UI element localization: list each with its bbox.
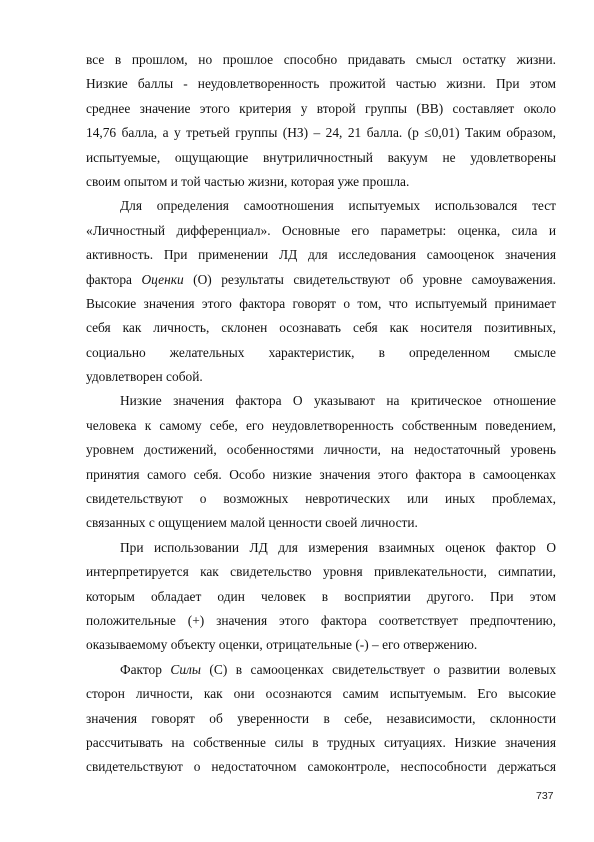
text-line: себя как личность, склонен осознавать себя как носителя позитивных, xyxy=(86,320,556,336)
document-page xyxy=(86,48,556,780)
text-line: При использовании ЛД для измерения взаимных оценок фактор О xyxy=(120,539,556,555)
text-segment: фактора xyxy=(86,271,142,287)
text-line: испытуемые, ощущающие внутриличностный вакуум не удовлетворены xyxy=(86,149,556,165)
text-line: среднее значение этого критерия у второй группы (ВВ) составляет около xyxy=(86,100,556,116)
text-line: значения говорят об уверенности в себе, независимости, склонности xyxy=(86,710,556,726)
text-line: Для определения самоотношения испытуемых использовался тест xyxy=(120,198,556,214)
text-line: уровнем достижений, особенностями личности, на недостаточный уровень xyxy=(86,442,556,458)
italic-term: Оценки xyxy=(141,271,184,287)
text-line: своим опытом и той частью жизни, которая уже прошла. xyxy=(86,173,410,189)
text-line: человека к самому себе, его неудовлетворенность собственным поведением, xyxy=(86,417,556,433)
text-line: принятия самого себя. Особо низкие значения этого фактора в самооценках xyxy=(86,466,556,482)
text-line: оказываемому объекту оценки, отрицательные (-) – его отвержению. xyxy=(86,637,478,653)
text-line: Низкие значения фактора О указывают на критическое отношение xyxy=(120,393,556,409)
text-line: которым обладает один человек в восприятии другого. При этом xyxy=(86,588,556,604)
text-line: Низкие баллы - неудовлетворенность прожитой частью жизни. При этом xyxy=(86,76,556,92)
text-line: свидетельствуют о возможных невротических или иных проблемах, xyxy=(86,491,556,507)
text-line xyxy=(86,658,556,682)
text-line: социально желательных характеристик, в определенном смысле xyxy=(86,344,556,360)
text-line xyxy=(86,268,556,292)
page-number: 737 xyxy=(536,790,554,802)
text-line: рассчитывать на собственные силы в трудных ситуациях. Низкие значения xyxy=(86,734,556,750)
text-segment: (С) в самооценках свидетельствует о развитии волевых xyxy=(200,661,557,677)
text-line: сторон личности, как они осознаются самим испытуемым. Его высокие xyxy=(86,686,556,702)
text-line: все в прошлом, но прошлое способно придавать смысл остатку жизни. xyxy=(86,52,556,67)
text-segment: (О) результаты свидетельствуют об уровне самоуважения. xyxy=(183,271,556,287)
text-line: 14,76 балла, а у третьей группы (НЗ) – 24, 21 балла. (р ≤0,01) Таким образом, xyxy=(86,125,556,141)
text-line: интерпретируется как свидетельство уровня привлекательности, симпатии, xyxy=(86,564,556,580)
text-line: связанных с ощущением малой ценности своей личности. xyxy=(86,515,418,531)
text-line: положительные (+) значения этого фактора соответствует предпочтению, xyxy=(86,612,556,628)
text-line: удовлетворен собой. xyxy=(86,369,203,385)
italic-term: Силы xyxy=(170,661,201,677)
text-line: «Личностный дифференциал». Основные его параметры: оценка, сила и xyxy=(86,222,556,238)
text-line: активность. При применении ЛД для исследования самооценок значения xyxy=(86,247,556,263)
text-line: свидетельствуют о недостаточном самоконтроле, неспособности держаться xyxy=(86,759,556,775)
text-line: Высокие значения этого фактора говорят о том, что испытуемый принимает xyxy=(86,295,556,311)
text-segment: Фактор xyxy=(120,661,171,677)
